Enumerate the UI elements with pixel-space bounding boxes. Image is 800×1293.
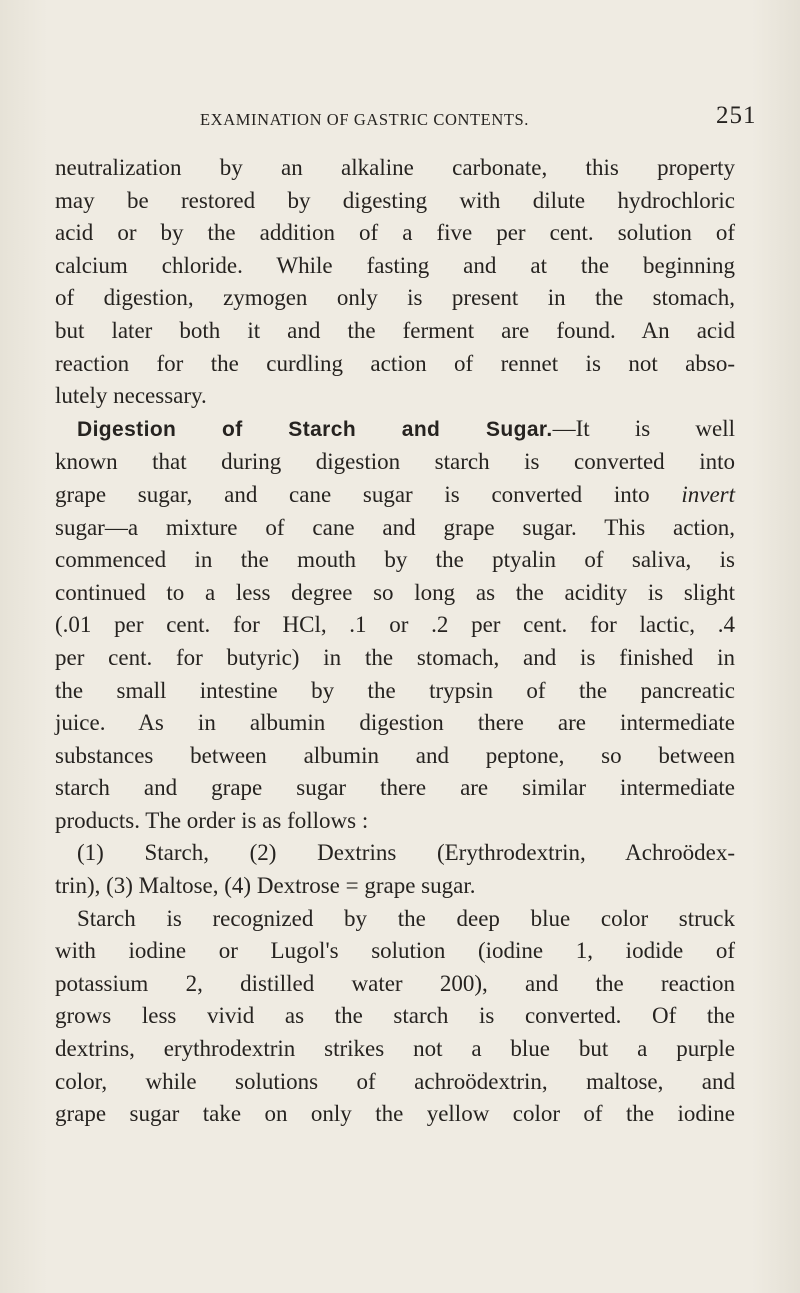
text-line: sugar—a mixture of cane and grape sugar. This action, xyxy=(55,514,735,540)
running-head: EXAMINATION OF GASTRIC CONTENTS. xyxy=(200,110,530,129)
text-line: substances between albumin and peptone, so between xyxy=(55,742,735,768)
text-line: known that during digestion starch is converted into xyxy=(55,449,735,475)
text-line: may be restored by digesting with dilute hydrochloric xyxy=(55,187,735,213)
text-line: color, while solutions of achroödextrin, maltose, and xyxy=(55,1068,735,1094)
text-segment: grape sugar, and cane sugar is converted into xyxy=(55,481,682,507)
text-line: acid or by the addition of a five per cent. solution of xyxy=(55,220,735,246)
text-line: dextrins, erythrodextrin strikes not a blue but a purple xyxy=(55,1036,735,1062)
text-line: potassium 2, distilled water 200), and the reaction xyxy=(55,970,735,996)
text-line: calcium chloride. While fasting and at the beginning xyxy=(55,252,735,278)
text-line: starch and grape sugar there are similar intermediate xyxy=(55,775,735,801)
text-line: continued to a less degree so long as the acidity is slight xyxy=(55,579,735,605)
text-line: the small intestine by the trypsin of the pancreatic xyxy=(55,677,735,703)
text-line: products. The order is as follows : xyxy=(55,807,369,833)
section-heading-line xyxy=(55,413,735,447)
text-line: trin), (3) Maltose, (4) Dextrose = grape sugar. xyxy=(55,873,476,899)
text-line: grows less vivid as the starch is converted. Of the xyxy=(55,1003,735,1029)
section-heading-continuation: —It is well xyxy=(552,415,735,441)
text-line: juice. As in albumin digestion there are intermediate xyxy=(55,710,735,736)
text-line: grape sugar take on only the yellow color of the iodine xyxy=(55,1101,735,1127)
text-line: lutely necessary. xyxy=(55,383,207,409)
text-line: Starch is recognized by the deep blue color struck xyxy=(77,905,735,931)
text-line: (1) Starch, (2) Dextrins (Erythrodextrin, Achroödex- xyxy=(77,840,735,866)
text-line: commenced in the mouth by the ptyalin of saliva, is xyxy=(55,547,735,573)
text-line: (.01 per cent. for HCl, .1 or .2 per cent. for lactic, .4 xyxy=(55,612,735,638)
text-line: of digestion, zymogen only is present in the stomach, xyxy=(55,285,735,311)
page-number: 251 xyxy=(716,102,757,129)
text-line: reaction for the curdling action of rennet is not abso- xyxy=(55,350,735,376)
text-line: per cent. for butyric) in the stomach, and is finished in xyxy=(55,644,735,670)
body-text xyxy=(55,152,735,1131)
section-heading: Digestion of Starch and Sugar. xyxy=(77,417,553,441)
text-line: with iodine or Lugol's solution (iodine 1, iodide of xyxy=(55,938,735,964)
text-line: but later both it and the ferment are found. An acid xyxy=(55,317,735,343)
text-line-with-italic xyxy=(55,479,735,512)
italic-term: invert xyxy=(681,481,735,507)
text-line: neutralization by an alkaline carbonate, this property xyxy=(55,155,735,180)
